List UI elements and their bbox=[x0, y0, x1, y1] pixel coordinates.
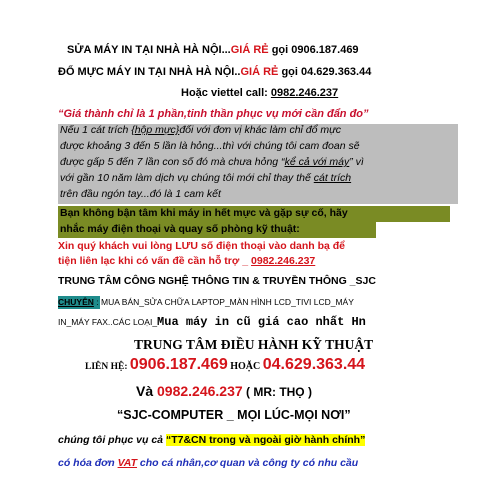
center-title-it: TRUNG TÂM CÔNG NGHỆ THÔNG TIN & TRUYỀN THÔNG _SJC bbox=[58, 275, 376, 287]
line-refill-service bbox=[58, 66, 371, 78]
save-number-line-1: Xin quý khách vui lòng LƯU số điện thoại vào danh bạ để bbox=[58, 240, 345, 252]
line-viettel-call bbox=[181, 87, 338, 99]
vat-invoice-line bbox=[58, 457, 358, 469]
text-price-highlight: GIÁ RẺ bbox=[240, 66, 279, 78]
text-underlined: cát trích bbox=[313, 172, 352, 184]
phone-link[interactable]: 0982.246.237 bbox=[251, 255, 316, 267]
specialty-label: CHUYÊN bbox=[58, 297, 94, 307]
text: tiện liên lạc khi có vấn đề cần hỗ trợ _ bbox=[58, 255, 252, 267]
text-weekend-highlight: “T7&CN trong và ngoài giờ hành chính” bbox=[165, 434, 366, 446]
commitment-line-5: trên đầu ngón tay...đó là 1 cam kết bbox=[60, 188, 221, 200]
text: ” vì bbox=[349, 156, 364, 168]
text: IN_MÁY FAX..CÁC LOẠI_ bbox=[58, 317, 158, 327]
slogan: “SJC-COMPUTER _ MỌI LÚC-MỌI NƠI” bbox=[117, 408, 351, 422]
phone-link[interactable]: 0982.246.237 bbox=[270, 87, 339, 99]
support-line-2: nhắc máy điện thoại và quay số phòng kỹ thuật: bbox=[60, 223, 300, 235]
text-underlined: {hộp mực} bbox=[131, 124, 180, 136]
contact-label: LIÊN HỆ: bbox=[85, 362, 130, 372]
specialty-line-2 bbox=[58, 312, 366, 330]
text: Và bbox=[136, 383, 158, 399]
text: : MUA BÁN_SỬA CHỮA LAPTOP_MÀN HÌNH LCD_TIVI LCD_MÁY bbox=[93, 297, 354, 307]
phone-number: 04.629.363.44 bbox=[262, 356, 366, 373]
commitment-line-4 bbox=[60, 172, 351, 184]
text: có hóa đơn bbox=[58, 457, 118, 469]
text-phone: gọi 04.629.363.44 bbox=[278, 66, 372, 78]
text: ĐỔ MỰC MÁY IN TẠI NHÀ HÀ NỘI.. bbox=[58, 66, 241, 78]
text-price-highlight: GIÁ RẺ bbox=[230, 44, 269, 56]
line-repair-service bbox=[67, 44, 359, 56]
text-underlined: kể cả với máy bbox=[284, 156, 350, 168]
commitment-line-3 bbox=[60, 156, 364, 168]
contact-person: ( MR: THỌ ) bbox=[242, 385, 312, 399]
text: cho cá nhân,cơ quan và công ty có nhu cầu bbox=[137, 457, 359, 469]
text: Hoặc viettel call: bbox=[181, 87, 271, 99]
text-buy-printer: Mua máy in cũ giá cao nhất Hn bbox=[157, 315, 366, 329]
text-vat: VAT bbox=[117, 457, 138, 469]
support-line-1: Bạn không bận tâm khi máy in hết mực và gặp sự cố, hãy bbox=[60, 207, 348, 219]
commitment-line-2: được khoảng 3 đến 5 lần là hỏng...thì với chúng tôi cam đoan sẽ bbox=[60, 140, 360, 152]
line-quote-service: “Giá thành chỉ là 1 phần,tinh thần phục vụ mới cần đẩn đo” bbox=[58, 108, 369, 120]
save-number-line-2 bbox=[58, 255, 315, 267]
phone-number: 0982.246.237 bbox=[157, 383, 243, 399]
specialty-line-1 bbox=[58, 297, 354, 307]
commitment-line-1 bbox=[60, 124, 341, 136]
phone-number: 0906.187.469 bbox=[129, 356, 228, 373]
text: chúng tôi phục vụ cả bbox=[58, 434, 166, 446]
text: HOẶC bbox=[227, 361, 263, 372]
contact-line-2 bbox=[136, 383, 312, 401]
text: đối với đơn vị khác làm chỉ đổ mực bbox=[179, 124, 342, 136]
text-phone: gọi 0906.187.469 bbox=[268, 44, 359, 56]
text: SỬA MÁY IN TẠI NHÀ HÀ NỘI... bbox=[67, 44, 231, 56]
text: với gần 10 năm làm dịch vụ chúng tôi mới chỉ thay thế bbox=[60, 172, 314, 184]
center-title-tech: TRUNG TÂM ĐIỀU HÀNH KỸ THUẬT bbox=[134, 337, 374, 352]
weekend-service-line bbox=[58, 434, 365, 446]
contact-line bbox=[85, 356, 365, 374]
text: Nếu 1 cát trích bbox=[60, 124, 132, 136]
text: được gấp 5 đến 7 lần con số đó mà chưa hỏng “ bbox=[60, 156, 285, 168]
